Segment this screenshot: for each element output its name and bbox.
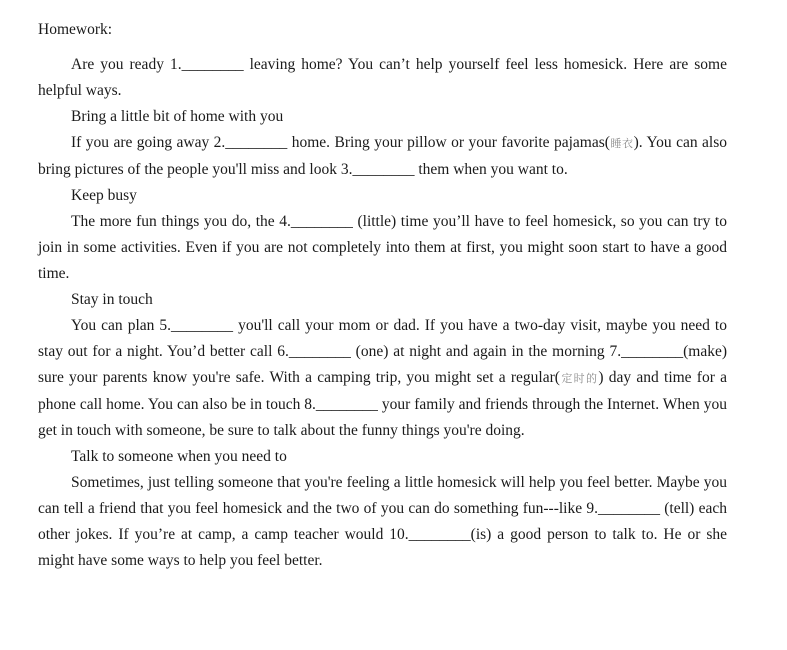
- text-segment: ). You can also bring pictures of the people you'll miss and look 3.________ them when you want to.: [38, 134, 728, 178]
- intro-paragraph: Are you ready 1.________ leaving home? You can’t help yourself feel less homesick. Here are some helpful ways.: [38, 56, 727, 99]
- homework-document: [38, 20, 727, 574]
- subhead-keep-busy: Keep busy: [71, 187, 137, 204]
- bring-home-paragraph: [38, 130, 727, 183]
- homework-heading: Homework:: [38, 21, 113, 38]
- text-segment: If you are going away 2.________ home. Bring your pillow or your favorite pajamas(: [71, 134, 610, 151]
- subhead-talk-to-someone: Talk to someone when you need to: [71, 448, 287, 465]
- text-segment: ) day and time for a phone call home. You can also be in touch 8.________ your family and friends through the Internet. When you get in touch with someone, be sure to talk about the funny things you're doing.: [38, 369, 727, 439]
- text-segment: You can plan 5.________ you'll call your mom or dad. If you have a two-day visit, maybe you need to stay out for a night. You’d better call 6.________ (one) at night and again in the morning 7.________(make) sure your parents know you're safe. With a camping trip, you might set a regular(: [38, 317, 727, 386]
- stay-in-touch-paragraph: [38, 313, 727, 444]
- keep-busy-paragraph: The more fun things you do, the 4.________ (little) time you’ll have to feel homesick, so you can try to join in some activities. Even if you are not completely into them at first, you might soon start to have a good time.: [38, 213, 727, 282]
- chinese-gloss-pajamas: 睡衣: [609, 138, 634, 150]
- chinese-gloss-regular: 定时的: [559, 373, 599, 385]
- talk-to-someone-paragraph: Sometimes, just telling someone that you're feeling a little homesick will help you feel better. Maybe you can tell a friend that you feel homesick and the two of you can do something fun---like 9.________ (tell) each other jokes. If you’re at camp, a camp teacher would 10.________(is) a good person to talk to. He or she might have some ways to help you feel better.: [38, 474, 727, 569]
- subhead-stay-in-touch: Stay in touch: [71, 291, 153, 308]
- subhead-bring-home: Bring a little bit of home with you: [71, 108, 284, 125]
